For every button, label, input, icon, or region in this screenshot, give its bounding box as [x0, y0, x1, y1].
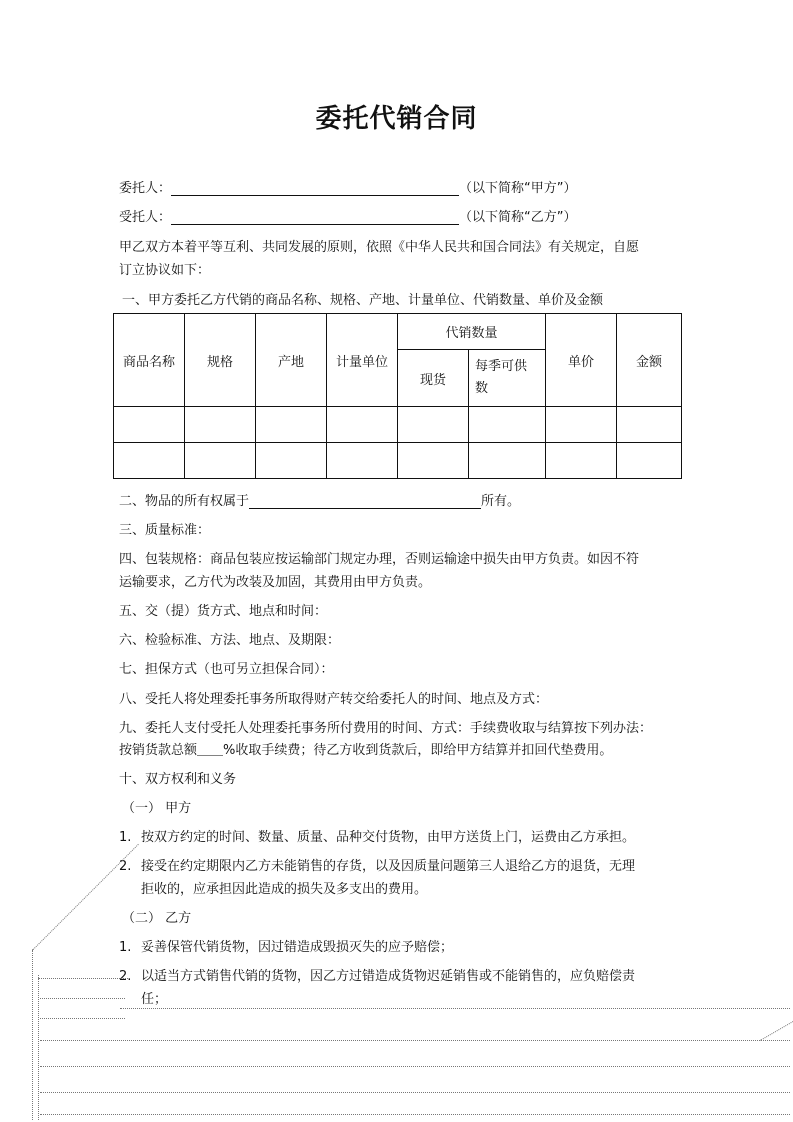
intro-line-2: 订立协议如下： — [119, 263, 211, 278]
table-row — [114, 443, 682, 479]
table-cell[interactable] — [617, 443, 682, 479]
contract-title: 委托代销合同 — [315, 104, 478, 134]
decorative-dotted-line — [40, 1040, 790, 1041]
consignee-suffix: （以下简称“乙方”） — [459, 210, 577, 225]
decorative-dotted-line — [38, 978, 128, 979]
decorative-dotted-line — [40, 1114, 790, 1115]
goods-table — [113, 313, 682, 479]
consignor-blank[interactable] — [171, 181, 459, 196]
party-a-item-2 — [119, 855, 635, 874]
table-cell[interactable] — [114, 443, 185, 479]
table-cell[interactable] — [185, 443, 256, 479]
section-2-prefix: 二、物品的所有权属于 — [119, 494, 250, 509]
decorative-dotted-line — [120, 1008, 790, 1009]
consignee-line — [119, 206, 577, 225]
header-seasonal-line1: 每季可供 — [475, 359, 528, 374]
section-2 — [119, 490, 520, 509]
table-cell[interactable] — [546, 443, 617, 479]
section-3: 三、质量标准： — [119, 523, 211, 538]
party-b-item-1 — [119, 936, 453, 955]
section-9-line-2: 按销货款总额＿＿%收取手续费；待乙方收到货款后，即给甲方结算并扣回代垫费用。 — [119, 743, 613, 758]
table-cell[interactable] — [185, 407, 256, 443]
decorative-dotted-line — [40, 998, 125, 999]
consignor-label: 委托人： — [119, 181, 172, 196]
decorative-dotted-line — [40, 1092, 790, 1093]
consignor-line — [119, 177, 577, 196]
list-number: 2. — [119, 859, 132, 874]
party-b-item-2 — [119, 965, 635, 984]
table-cell[interactable] — [398, 443, 469, 479]
table-cell[interactable] — [469, 407, 546, 443]
section-10-heading: 十、双方权利和义务 — [119, 772, 237, 787]
header-seasonal-line2: 数 — [475, 381, 489, 396]
header-amount: 金额 — [617, 314, 682, 407]
header-unit: 计量单位 — [327, 314, 398, 407]
section-6: 六、检验标准、方法、地点、及期限： — [119, 633, 341, 648]
section-1-heading: 一、甲方委托乙方代销的商品名称、规格、产地、计量单位、代销数量、单价及金额 — [122, 293, 604, 308]
decorative-dotted-line — [760, 1020, 793, 1041]
list-number: 1. — [119, 830, 132, 845]
section-5: 五、交（提）货方式、地点和时间： — [119, 604, 328, 619]
table-cell[interactable] — [114, 407, 185, 443]
list-item-text: 妥善保管代销货物，因过错造成毁损灭失的应予赔偿； — [141, 940, 454, 955]
header-stock: 现货 — [398, 350, 469, 407]
list-number: 2. — [119, 969, 132, 984]
list-item-text: 接受在约定期限内乙方未能销售的存货，以及因质量问题第三人退给乙方的退货，无理 — [141, 859, 636, 874]
decorative-dotted-line — [32, 844, 139, 951]
section-9-line-1: 九、委托人支付受托人处理委托事务所付费用的时间、方式：手续费收取与结算按下列办法： — [119, 721, 653, 736]
section-2-suffix: 所有。 — [481, 494, 521, 509]
intro-line-1: 甲乙双方本着平等互利、共同发展的原则，依照《中华人民共和国合同法》有关规定，自愿 — [119, 240, 640, 255]
party-a-item-1 — [119, 826, 635, 845]
header-origin: 产地 — [256, 314, 327, 407]
table-cell[interactable] — [256, 407, 327, 443]
decorative-dotted-line — [40, 1018, 125, 1019]
list-number: 1. — [119, 940, 132, 955]
decorative-dotted-line — [32, 950, 33, 1120]
table-row — [114, 407, 682, 443]
section-4-line-1: 四、包装规格：商品包装应按运输部门规定办理，否则运输途中损失由甲方负责。如因不符 — [119, 552, 640, 567]
table-cell[interactable] — [546, 407, 617, 443]
list-item-text: 以适当方式销售代销的货物，因乙方过错造成货物迟延销售或不能销售的，应负赔偿责 — [141, 969, 636, 984]
section-8: 八、受托人将处理委托事务所取得财产转交给委托人的时间、地点及方式： — [119, 692, 549, 707]
header-spec: 规格 — [185, 314, 256, 407]
consignee-label: 受托人： — [119, 210, 172, 225]
decorative-dotted-line — [38, 975, 39, 1120]
list-item-text: 按双方约定的时间、数量、质量、品种交付货物，由甲方送货上门，运费由乙方承担。 — [141, 830, 636, 845]
section-4-line-2: 运输要求，乙方代为改装及加固，其费用由甲方负责。 — [119, 575, 432, 590]
owner-blank[interactable] — [249, 494, 481, 509]
table-cell[interactable] — [327, 443, 398, 479]
party-a-heading: （一） 甲方 — [122, 801, 192, 816]
party-a-item-2-cont: 拒收的，应承担因此造成的损失及多支出的费用。 — [141, 882, 428, 897]
party-b-heading: （二） 乙方 — [122, 911, 192, 926]
table-cell[interactable] — [398, 407, 469, 443]
party-b-item-2-cont: 任； — [141, 992, 168, 1007]
table-cell[interactable] — [617, 407, 682, 443]
header-qty: 代销数量 — [398, 314, 546, 350]
header-name: 商品名称 — [114, 314, 185, 407]
header-price: 单价 — [546, 314, 617, 407]
consignor-suffix: （以下简称“甲方”） — [459, 181, 577, 196]
table-cell[interactable] — [469, 443, 546, 479]
decorative-dotted-line — [40, 1066, 790, 1067]
section-7: 七、担保方式（也可另立担保合同）： — [119, 662, 334, 677]
consignee-blank[interactable] — [171, 210, 459, 225]
table-cell[interactable] — [327, 407, 398, 443]
table-cell[interactable] — [256, 443, 327, 479]
header-seasonal — [469, 350, 546, 407]
